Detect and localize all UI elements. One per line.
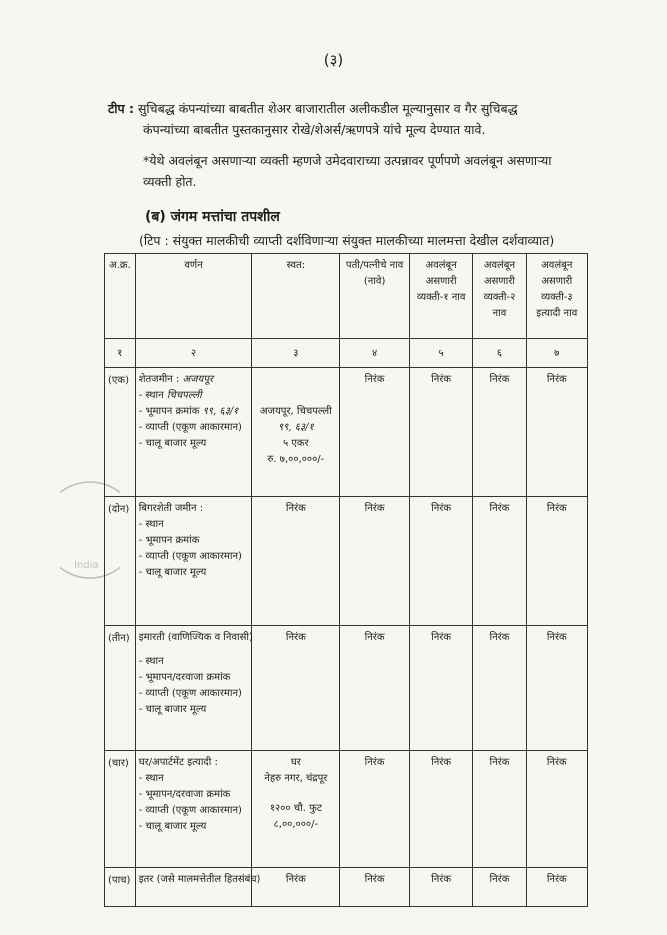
row-description: घर/अपार्टमेंट इत्यादी : - स्थान - भूमापन/दरवाजा क्रमांक - व्याप्ती (एकूण आकारमान) - चालू बाजार मूल्य — [135, 751, 252, 868]
note-line-1: टीप : सुचिबद्ध कंपन्यांच्या बाबतीत शेअर बाजारातील अलीकडील मूल्यानुसार व गैर सुचिबद्ध — [108, 101, 518, 116]
dependent-2-value: निरंक — [473, 751, 526, 868]
header-self: स्वत: — [252, 254, 340, 339]
self-value: निरंक — [252, 497, 340, 626]
self-value: अजयपूर, चिचपल्ली ९९, ६३/१ ५ एकर रु. ७,००,०००/- — [252, 368, 340, 497]
section-title: (ब) जंगम मत्तांचा तपशील — [145, 209, 280, 225]
row-sr: (पाच) — [105, 868, 136, 907]
header-dependent-2: अवलंबून असणारी व्यक्ती-२ नाव — [473, 254, 526, 339]
dependent-1-value: निरंक — [409, 497, 472, 626]
row-sr: (एक) — [105, 368, 136, 497]
header-sr: अ.क्र. — [105, 254, 136, 339]
header-description: वर्णन — [135, 254, 252, 339]
handwritten-location: चिचपल्ली — [166, 390, 202, 401]
self-value: निरंक — [252, 626, 340, 751]
stamp-text: India — [74, 560, 99, 571]
spouse-value: निरंक — [340, 751, 410, 868]
dependent-1-value: निरंक — [409, 751, 472, 868]
dependent-3-value: निरंक — [526, 868, 587, 907]
self-value: निरंक — [252, 868, 340, 907]
movable-assets-table — [104, 253, 588, 907]
row-title: इतर (जसे मालमत्तेतील हितसंबंध) — [138, 874, 261, 885]
dependent-3-value: निरंक — [526, 626, 587, 751]
page-number: (३) — [323, 51, 344, 69]
row-title: बिगरशेती जमीन : — [138, 503, 204, 514]
table-header-row — [105, 254, 588, 339]
header-dependent-3: अवलंबून असणारी व्यक्ती-३ इत्यादी नाव — [526, 254, 587, 339]
spouse-value: निरंक — [340, 868, 410, 907]
dependent-3-value: निरंक — [526, 751, 587, 868]
spouse-value: निरंक — [340, 368, 410, 497]
row-title: शेतजमीन : — [138, 374, 180, 385]
header-dependent-1: अवलंबून असणारी व्यक्ती-१ नाव — [409, 254, 472, 339]
col-number: ३ — [252, 339, 340, 368]
dependent-2-value: निरंक — [473, 497, 526, 626]
handwritten-village: अजयपूर — [182, 374, 214, 385]
note-block — [108, 98, 628, 192]
spouse-value: निरंक — [340, 626, 410, 751]
row-sr: (तीन) — [105, 626, 136, 751]
dependent-1-value: निरंक — [409, 626, 472, 751]
note-line-2: कंपन्यांच्या बाबतीत पुस्तकानुसार रोखे/शेअर्स/ऋणपत्रे यांचे मूल्य देण्यात यावे. — [143, 122, 486, 137]
section-subtitle: (टिप : संयुक्त मालकीची व्याप्ती दर्शविणाऱ्या संयुक्त मालकीच्या मालमत्ता देखील दर्शवाव्यात) — [139, 233, 555, 248]
dependent-2-value: निरंक — [473, 368, 526, 497]
table-row — [105, 626, 588, 751]
row-sr: (चार) — [105, 751, 136, 868]
row-description: शेतजमीन : अजयपूर - स्थान चिचपल्ली - भूमापन क्रमांक ९९, ६३/१ - व्याप्ती (एकूण आकारमान) - चालू बाजार मूल्य — [135, 368, 252, 497]
self-value: घर नेहरु नगर, चंद्रपूर १२०० चौ. फुट ८,००,०००/- — [252, 751, 340, 868]
spouse-value: निरंक — [340, 497, 410, 626]
handwritten-survey: ९९, ६३/१ — [202, 406, 239, 417]
col-number: ४ — [340, 339, 410, 368]
row-description: बिगरशेती जमीन : - स्थान - भूमापन क्रमांक - व्याप्ती (एकूण आकारमान) - चालू बाजार मूल्य — [135, 497, 252, 626]
col-number: ६ — [473, 339, 526, 368]
note-line-3: *येथे अवलंबून असणाऱ्या व्यक्ती म्हणजे उमेदवाराच्या उत्पन्नावर पूर्णपणे अवलंबून असणाऱ्या — [143, 153, 552, 168]
col-number: ७ — [526, 339, 587, 368]
col-number: २ — [135, 339, 252, 368]
row-description — [135, 868, 261, 907]
row-title: इमारती (वाणिज्यिक व निवासी) — [138, 632, 253, 643]
col-number: १ — [105, 339, 136, 368]
row-title: घर/अपार्टमेंट इत्यादी : — [138, 757, 218, 768]
dependent-2-value: निरंक — [473, 868, 526, 907]
table-row — [105, 368, 588, 497]
note-label: टीप : — [108, 101, 134, 116]
note-line-4: व्यक्ती होत. — [143, 174, 197, 189]
table-row — [105, 497, 588, 626]
row-description: इमारती (वाणिज्यिक व निवासी) - स्थान - भूमापन/दरवाजा क्रमांक - व्याप्ती (एकूण आकारमान) - चालू बाजार मूल्य — [135, 626, 252, 751]
row-sr: (दोन) — [105, 497, 136, 626]
dependent-3-value: निरंक — [526, 368, 587, 497]
col-number: ५ — [409, 339, 472, 368]
column-number-row — [105, 339, 588, 368]
dependent-3-value: निरंक — [526, 497, 587, 626]
table-row — [105, 868, 588, 907]
dependent-2-value: निरंक — [473, 626, 526, 751]
dependent-1-value: निरंक — [409, 868, 472, 907]
dependent-1-value: निरंक — [409, 368, 472, 497]
header-spouse: पती/पत्नीचे नाव (नावे) — [340, 254, 410, 339]
table-row — [105, 751, 588, 868]
